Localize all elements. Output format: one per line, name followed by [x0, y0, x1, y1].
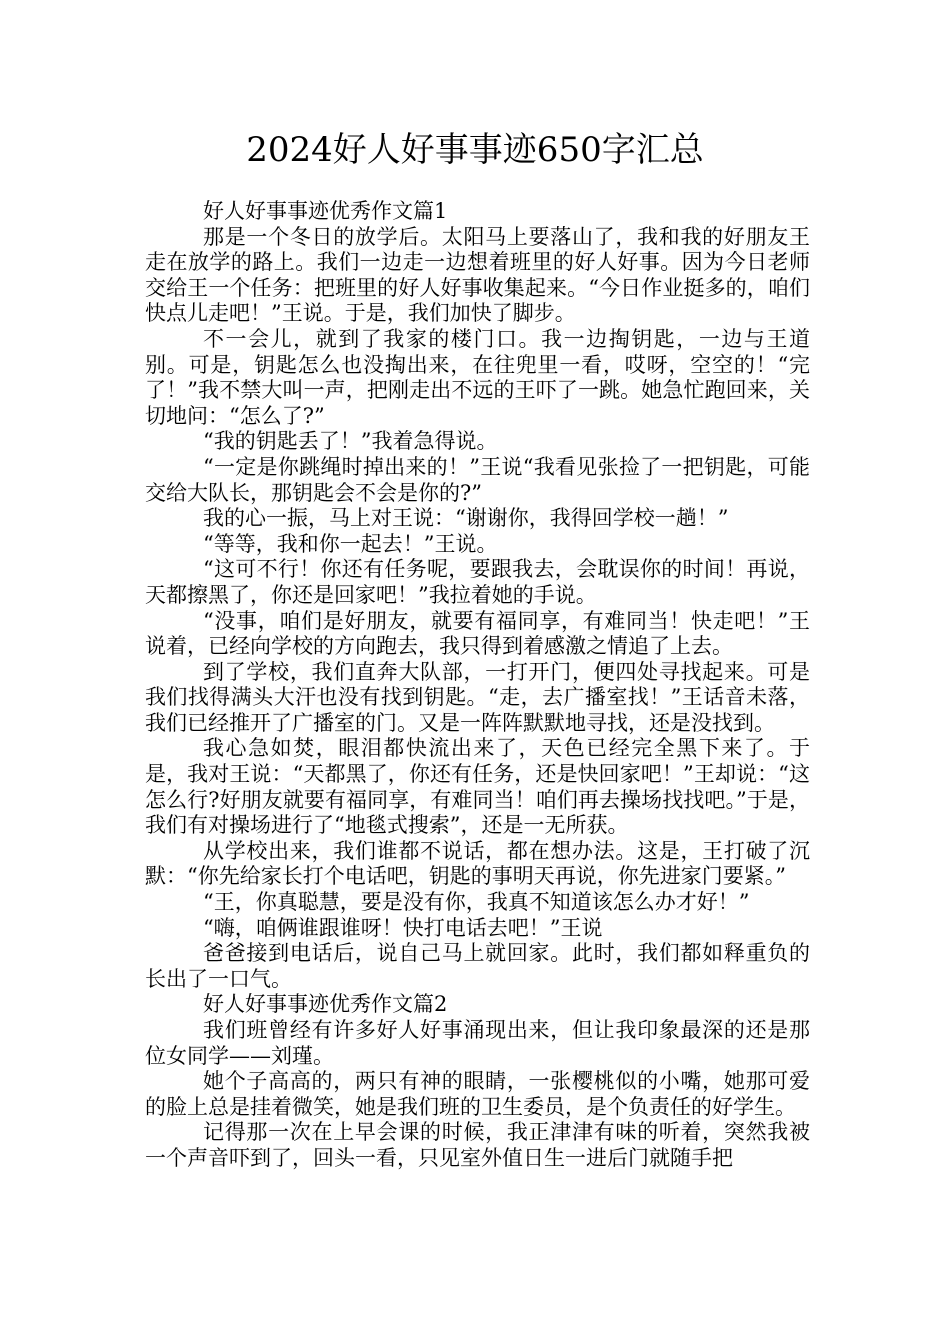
paragraph: “王，你真聪慧，要是没有你，我真不知道该怎么办才好！” — [203, 890, 750, 915]
section-heading-1: 好人好事事迹优秀作文篇1 — [203, 199, 448, 223]
paragraph: “这可不行！你还有任务呢，要跟我去，会耽误你的时间！再说，天都擦黑了，你还是回家吧！”我拉着她的手说。 — [145, 557, 810, 607]
paragraph: 到了学校，我们直奔大队部，一打开门，便四处寻找起来。可是我们找得满头大汗也没有找到钥匙。“走，去广播室找！”王话音未落，我们已经推开了广播室的门。又是一阵阵默默地寻找，还是没找到。 — [145, 659, 810, 735]
paragraph: “我的钥匙丢了！”我着急得说。 — [203, 429, 498, 454]
paragraph: “一定是你跳绳时掉出来的！”王说“我看见张捡了一把钥匙，可能交给大队长，那钥匙会不会是你的?” — [145, 454, 810, 505]
paragraph: 不一会儿，就到了我家的楼门口。我一边掏钥匙，一边与王道别。可是，钥匙怎么也没掏出来，在往兜里一看，哎呀，空空的！“完了！”我不禁大叫一声，把刚走出不远的王吓了一跳。她急忙跑回来，关切地问：“怎么了?” — [145, 326, 810, 428]
document-title: 2024好人好事事迹650字汇总 — [246, 130, 704, 170]
paragraph: 记得那一次在上早会课的时候，我正津津有味的听着，突然我被一个声音吓到了，回头一看，只见室外值日生一进后门就随手把 — [145, 1120, 810, 1170]
section-heading-2: 好人好事事迹优秀作文篇2 — [203, 992, 448, 1017]
paragraph: “没事，咱们是好朋友，就要有福同享，有难同当！快走吧！”王说着，已经向学校的方向跑去，我只得到着感激之情追了上去。 — [145, 608, 810, 659]
paragraph: 我心急如焚，眼泪都快流出来了，天色已经完全黑下来了。于是，我对王说：“天都黑了，你还有任务，还是快回家吧！”王却说：“这怎么行?好朋友就要有福同享，有难同当！咱们再去操场找找吧。”于是，我们有对操场进行了“地毯式搜索”，还是一无所获。 — [145, 736, 810, 838]
paragraph: 我们班曾经有许多好人好事涌现出来，但让我印象最深的还是那位女同学——刘瑾。 — [145, 1018, 810, 1068]
paragraph: “等等，我和你一起去！”王说。 — [203, 531, 498, 556]
paragraph: 爸爸接到电话后，说自己马上就回家。此时，我们都如释重负的长出了一口气。 — [145, 941, 810, 991]
paragraph: 她个子高高的，两只有神的眼睛，一张樱桃似的小嘴，她那可爱的脸上总是挂着微笑，她是我们班的卫生委员，是个负责任的好学生。 — [145, 1069, 810, 1119]
paragraph: “嗨，咱俩谁跟谁呀！快打电话去吧！”王说 — [203, 915, 603, 940]
paragraph: 我的心一振，马上对王说：“谢谢你，我得回学校一趟！” — [203, 506, 729, 531]
paragraph: 从学校出来，我们谁都不说话，都在想办法。这是，王打破了沉默：“你先给家长打个电话吧，钥匙的事明天再说，你先进家门要紧。” — [145, 838, 810, 889]
document-body — [145, 199, 810, 1172]
paragraph: 那是一个冬日的放学后。太阳马上要落山了，我和我的好朋友王走在放学的路上。我们一边走一边想着班里的好人好事。因为今日老师交给王一个任务：把班里的好人好事收集起来。“今日作业挺多的，咱们快点儿走吧！”王说。于是，我们加快了脚步。 — [145, 224, 810, 326]
